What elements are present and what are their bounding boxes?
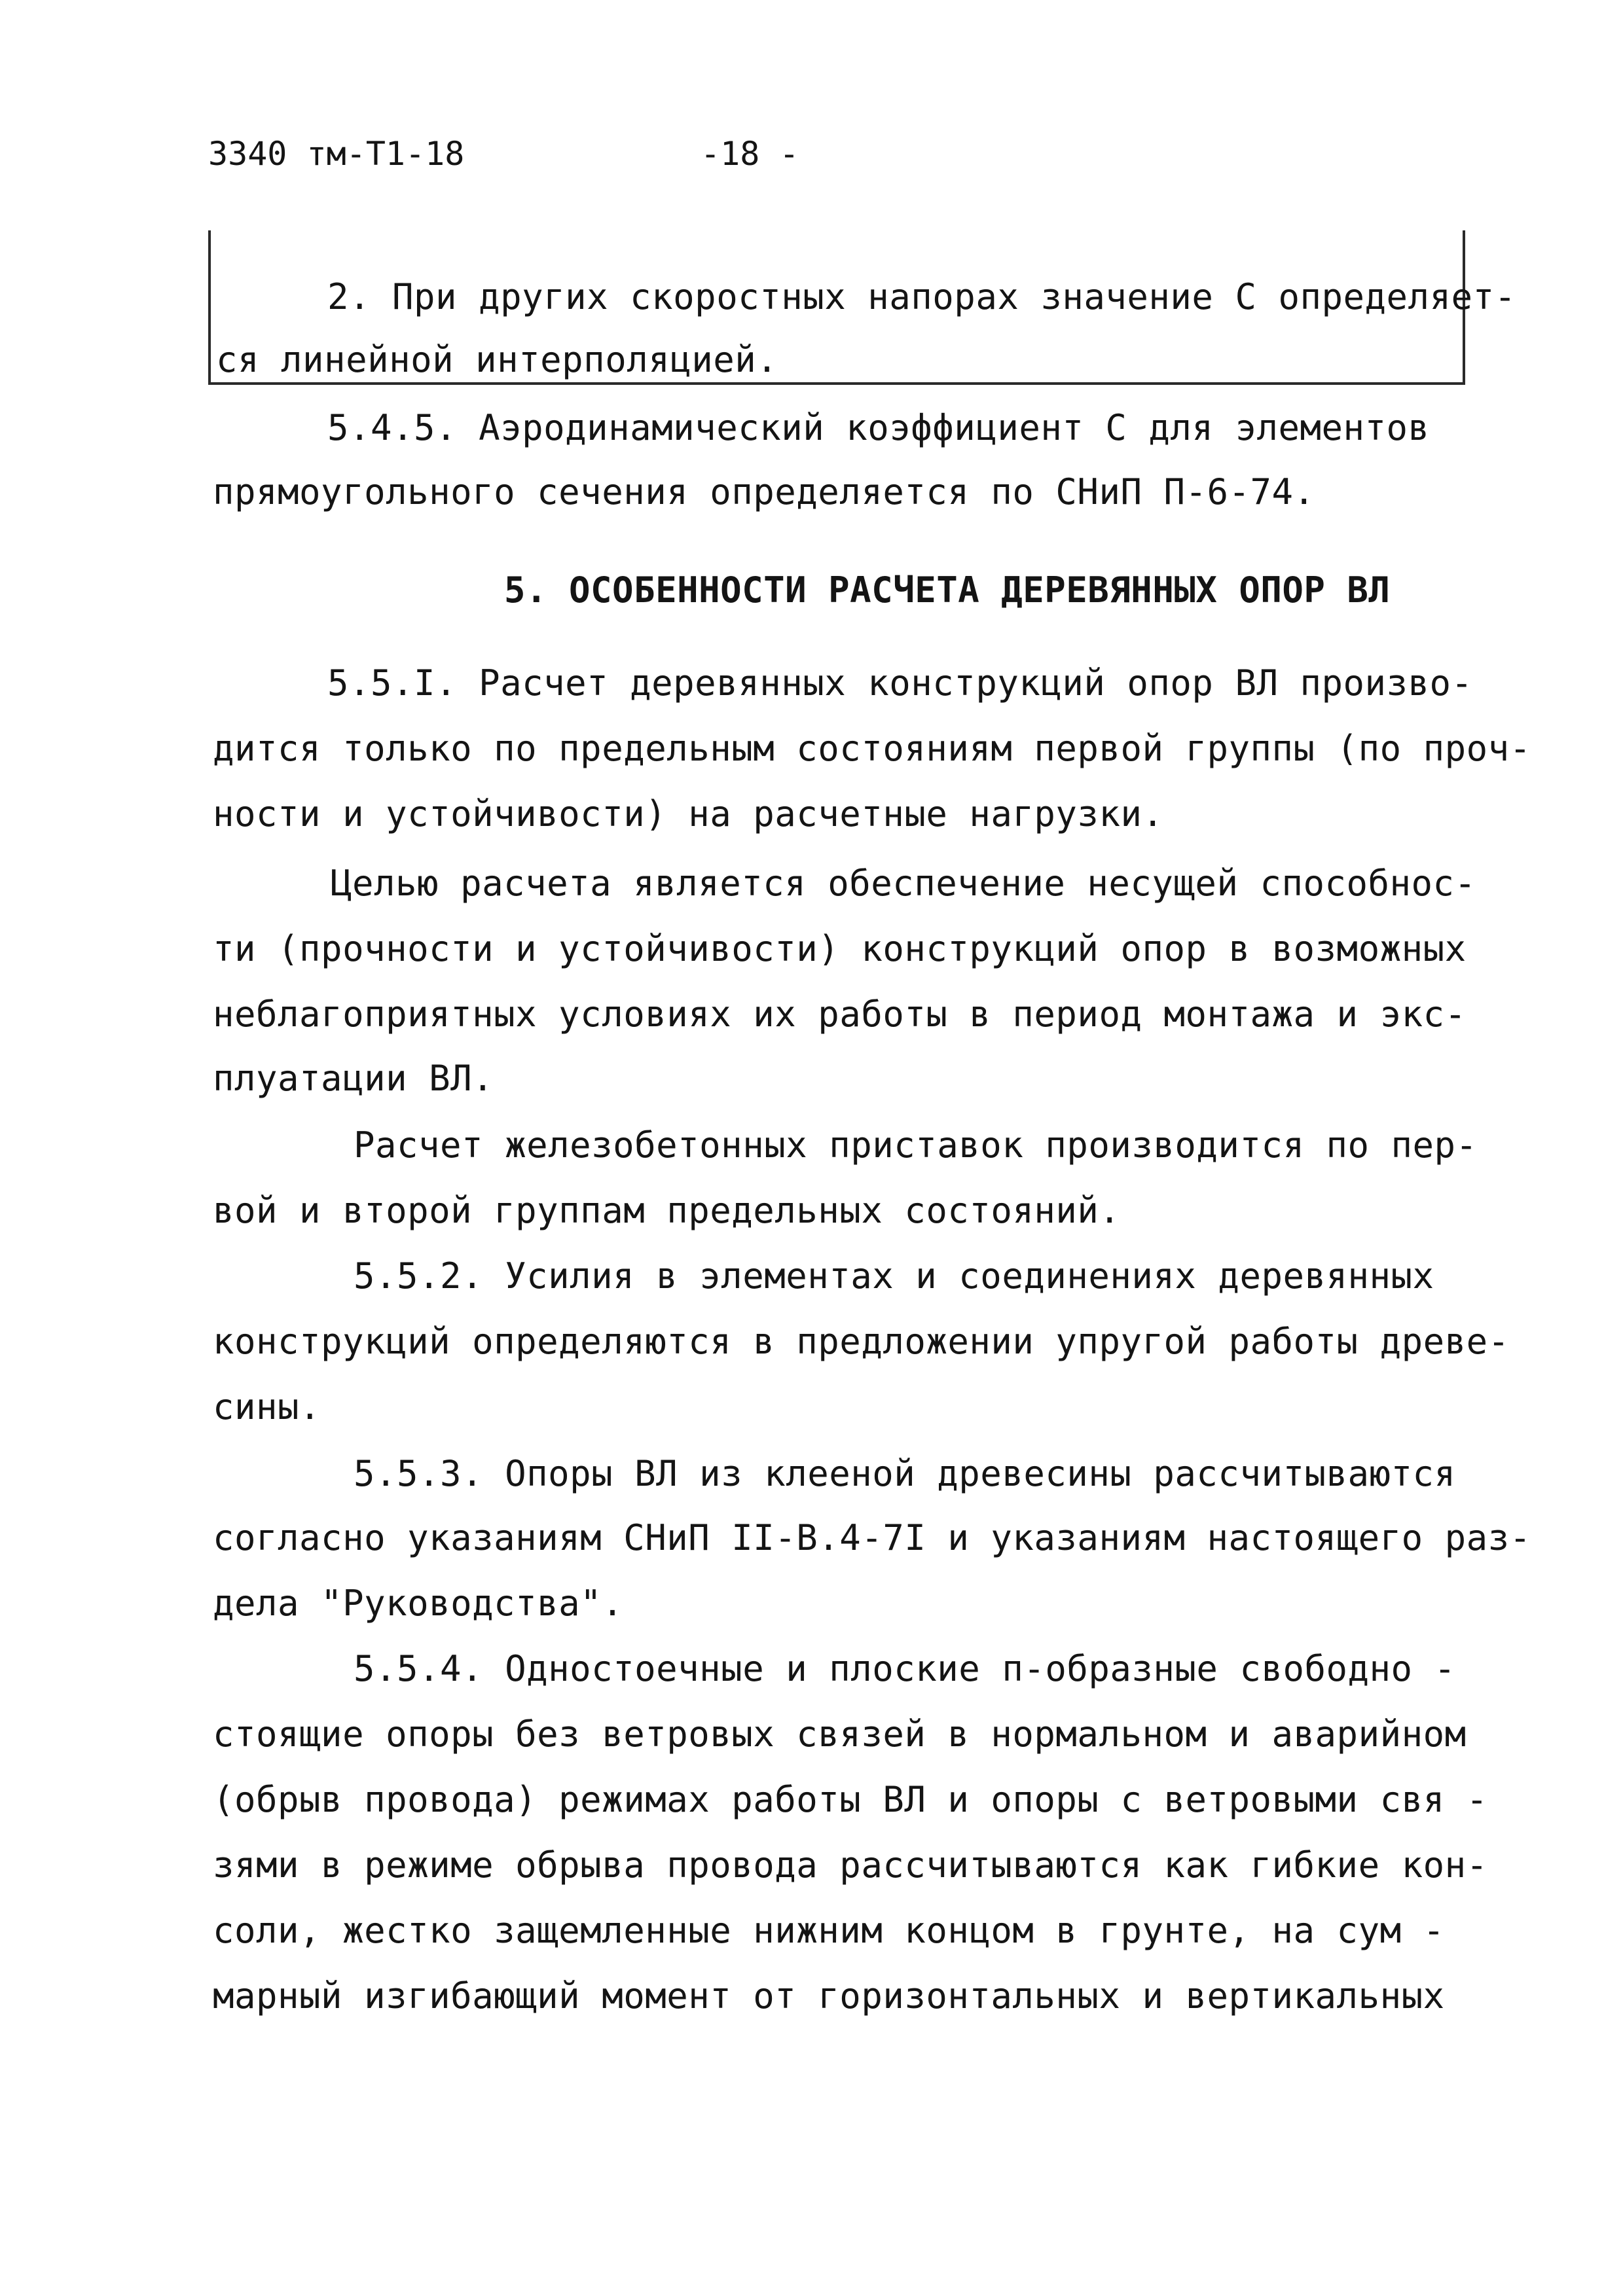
paragraph-5-5-2-line-3: сины. bbox=[213, 1386, 321, 1427]
paragraph-5-5-4-line-6: марный изгибающий момент от горизонтальных и вертикальных bbox=[213, 1975, 1445, 2017]
paragraph-5-4-5-line-1: 5.4.5. Аэродинамический коэффициент С для элементов bbox=[327, 407, 1430, 448]
paragraph-5-5-4-line-3: (обрыв провода) режимах работы ВЛ и опоры с ветровыми свя - bbox=[213, 1779, 1488, 1820]
paragraph-concrete-line-1: Расчет железобетонных приставок производится по пер- bbox=[354, 1124, 1478, 1166]
paragraph-5-4-5-line-2: прямоугольного сечения определяется по СНиП П-6-74. bbox=[213, 471, 1315, 512]
paragraph-5-5-2-line-1: 5.5.2. Усилия в элементах и соединениях деревянных bbox=[354, 1255, 1434, 1297]
paragraph-5-5-1-line-3: ности и устойчивости) на расчетные нагрузки. bbox=[213, 793, 1164, 834]
section-heading: 5. ОСОБЕННОСТИ РАСЧЕТА ДЕРЕВЯННЫХ ОПОР ВЛ bbox=[504, 569, 1391, 611]
paragraph-5-5-4-line-1: 5.5.4. Одностоечные и плоские п-образные свободно - bbox=[354, 1648, 1456, 1689]
paragraph-goal-line-2: ти (прочности и устойчивости) конструкций опор в возможных bbox=[213, 928, 1467, 969]
note-line-2: ся линейной интерполяцией. bbox=[216, 339, 778, 380]
paragraph-5-5-1-line-2: дится только по предельным состояниям первой группы (по проч- bbox=[213, 728, 1531, 769]
paragraph-5-5-4-line-5: соли, жестко защемленные нижним концом в грунте, на сум - bbox=[213, 1910, 1445, 1951]
paragraph-goal-line-4: плуатации ВЛ. bbox=[213, 1058, 494, 1099]
paragraph-5-5-3-line-2: согласно указаниям СНиП II-В.4-7I и указаниям настоящего раз- bbox=[213, 1517, 1531, 1558]
document-code: 3340 тм-Т1-18 bbox=[208, 135, 465, 173]
paragraph-concrete-line-2: вой и второй группам предельных состояний. bbox=[213, 1190, 1121, 1231]
paragraph-5-5-2-line-2: конструкций определяются в предложении упругой работы древе- bbox=[213, 1321, 1510, 1362]
note-line-1: 2. При других скоростных напорах значение С определяет- bbox=[327, 276, 1516, 317]
paragraph-5-5-3-line-1: 5.5.3. Опоры ВЛ из клееной древесины рассчитываются bbox=[354, 1453, 1456, 1494]
paragraph-5-5-3-line-3: дела "Руководства". bbox=[213, 1583, 624, 1624]
paragraph-5-5-4-line-2: стоящие опоры без ветровых связей в нормальном и аварийном bbox=[213, 1713, 1467, 1755]
paragraph-goal-line-1: Целью расчета является обеспечение несущей способнос- bbox=[331, 863, 1476, 904]
paragraph-5-5-4-line-4: зями в режиме обрыва провода рассчитываются как гибкие кон- bbox=[213, 1844, 1488, 1886]
paragraph-5-5-1-line-1: 5.5.I. Расчет деревянных конструкций опор ВЛ произво- bbox=[327, 662, 1473, 704]
page-number: -18 - bbox=[701, 135, 799, 173]
paragraph-goal-line-3: неблагоприятных условиях их работы в период монтажа и экс- bbox=[213, 994, 1467, 1035]
